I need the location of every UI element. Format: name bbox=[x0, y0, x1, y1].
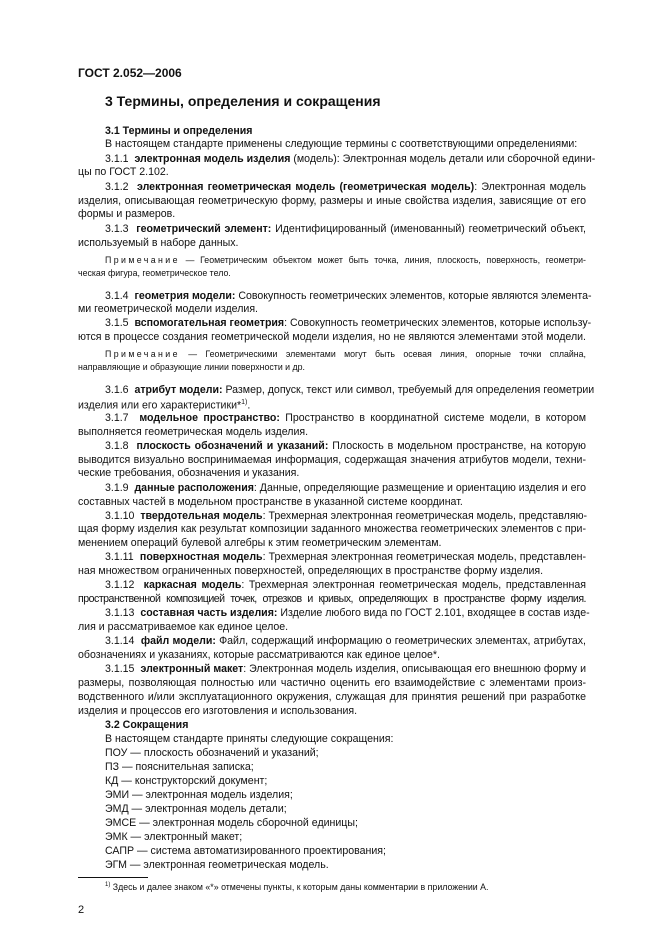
term-line: 3.1.6 атрибут модели: Размер, допуск, текст или символ, требуемый для определения геометрии bbox=[105, 384, 595, 396]
term-line: 3.1.10 твердотельная модель: Трехмерная электронная геометрическая модель, представляю- bbox=[105, 510, 588, 522]
term-line: 3.1.7 модельное пространство: Пространство в координатной системе модели, в котором bbox=[105, 412, 586, 424]
term-line: 3.1.14 файл модели: Файл, содержащий информацию о геометрических элементах, атрибутах, bbox=[105, 635, 586, 647]
term-line: 3.1.11 поверхностная модель: Трехмерная электронная геометрическая модель, представлен- bbox=[105, 551, 586, 563]
paragraph-line: ми геометрической модели изделия. bbox=[78, 303, 259, 315]
paragraph-line: выполняется геометрическая модель изделия. bbox=[78, 426, 309, 438]
note-line: Примечание — Геометрическими элементами могут быть осевая линия, опорные точки сплайна, bbox=[105, 349, 586, 359]
term-line: 3.1.13 составная часть изделия: Изделие любого вида по ГОСТ 2.101, входящее в состав изде- bbox=[105, 607, 590, 619]
term-line: 3.1.3 геометрический элемент: Идентифицированный (именованный) геометрический объект, bbox=[105, 223, 587, 235]
paragraph-line: водственного и/или эксплуатационного окружения, служащая для принятия решений при разработке bbox=[78, 691, 586, 703]
term-line: 3.1.12 каркасная модель: Трехмерная электронная геометрическая модель, представленная bbox=[105, 579, 587, 591]
abbreviation-item: ЭГМ — электронная геометрическая модель. bbox=[105, 859, 329, 871]
paragraph-line: составных частей в модельном пространстве в указанной системе координат. bbox=[78, 496, 463, 508]
paragraph-line: изделия и процессов его изготовления и использования. bbox=[78, 705, 358, 717]
paragraph-line: цы по ГОСТ 2.102. bbox=[78, 166, 169, 178]
note-line: направляющие и образующие линии поверхности и др. bbox=[78, 362, 306, 372]
paragraph-line: обозначениях и указаниях, которые рассматриваются как единое целое*. bbox=[78, 649, 440, 661]
term-line: 3.1.5 вспомогательная геометрия: Совокупность геометрических элементов, которые использу- bbox=[105, 317, 592, 329]
paragraph-line: изделия или его характеристики*$^{1)}$. bbox=[78, 399, 251, 412]
paragraph-line: формы и размеров. bbox=[78, 208, 176, 220]
term-line: 3.1.4 геометрия модели: Совокупность геометрических элементов, которые являются элемента- bbox=[105, 290, 592, 302]
abbreviation-item: ПОУ — плоскость обозначений и указаний; bbox=[105, 747, 319, 759]
note-line: Примечание — Геометрическим объектом может быть точка, линия, плоскость, поверхность, геометри- bbox=[105, 255, 586, 265]
paragraph-line: изделия, описывающая геометрическую форму, размеры и иные свойства изделия, зависящие от его bbox=[78, 195, 586, 207]
subsection-heading: 3.1 Термины и определения bbox=[105, 125, 253, 137]
paragraph-line: В настоящем стандарте применены следующие термины с соответствующими определениями: bbox=[105, 138, 578, 150]
paragraph-line: менением операций булевой алгебры к этим геометрическим элементам. bbox=[78, 537, 442, 549]
subsection-heading: 3.2 Сокращения bbox=[105, 719, 189, 731]
abbreviation-item: ЭМСЕ — электронная модель сборочной единицы; bbox=[105, 817, 358, 829]
abbreviation-item: САПР — система автоматизированного проектирования; bbox=[105, 845, 386, 857]
page-header: ГОСТ 2.052—2006 bbox=[78, 66, 182, 80]
term-line: 3.1.15 электронный макет: Электронная модель изделия, описывающая его внешнюю форму и bbox=[105, 663, 586, 675]
abbreviation-item: ЭМИ — электронная модель изделия; bbox=[105, 789, 293, 801]
footnote-rule bbox=[78, 877, 148, 878]
paragraph-line: пространственной композицией точек, отрезков и кривых, определяющих в пространстве форму изделия. bbox=[78, 593, 586, 605]
paragraph-line: размеры, позволяющая полностью или частично оценить его взаимодействие с элементами произ- bbox=[78, 677, 586, 689]
term-line: 3.1.1 электронная модель изделия (модель): Электронная модель детали или сборочной едини- bbox=[105, 153, 596, 165]
abbreviation-item: ЭМД — электронная модель детали; bbox=[105, 803, 287, 815]
paragraph-line: щая форму изделия как результат композиции заданного множества геометрических элементов с при- bbox=[78, 523, 586, 535]
page-number: 2 bbox=[78, 904, 85, 916]
footnote: $^{1)}$ Здесь и далее знаком «*» отмечены пункты, к которым даны комментарии в приложении А. bbox=[105, 882, 489, 892]
term-line: 3.1.8 плоскость обозначений и указаний: Плоскость в модельном пространстве, на которую bbox=[105, 440, 587, 452]
abbreviation-item: КД — конструкторский документ; bbox=[105, 775, 268, 787]
paragraph-line: выводится визуально воспринимаемая информация, содержащая значения атрибутов модели, техни- bbox=[78, 454, 586, 466]
term-line: 3.1.9 данные расположения: Данные, определяющие размещение и ориентацию изделия и его bbox=[105, 482, 587, 494]
section-title: 3 Термины, определения и сокращения bbox=[105, 93, 381, 109]
paragraph-line: В настоящем стандарте приняты следующие сокращения: bbox=[105, 733, 394, 745]
paragraph-line: лия и рассматриваемое как единое целое. bbox=[78, 621, 289, 633]
term-line: 3.1.2 электронная геометрическая модель (геометрическая модель): Электронная модель bbox=[105, 181, 586, 193]
note-line: ческая фигура, геометрическое тело. bbox=[78, 268, 231, 278]
abbreviation-item: ПЗ — пояснительная записка; bbox=[105, 761, 254, 773]
paragraph-line: ная множеством ограниченных поверхностей, определяющих в пространстве форму изделия. bbox=[78, 565, 544, 577]
paragraph-line: используемый в наборе данных. bbox=[78, 237, 239, 249]
paragraph-line: ются в процессе создания геометрической модели изделия, но не являются элементами этой модели. bbox=[78, 331, 586, 343]
abbreviation-item: ЭМК — электронный макет; bbox=[105, 831, 243, 843]
paragraph-line: ческие требования, обозначения и указания. bbox=[78, 467, 300, 479]
